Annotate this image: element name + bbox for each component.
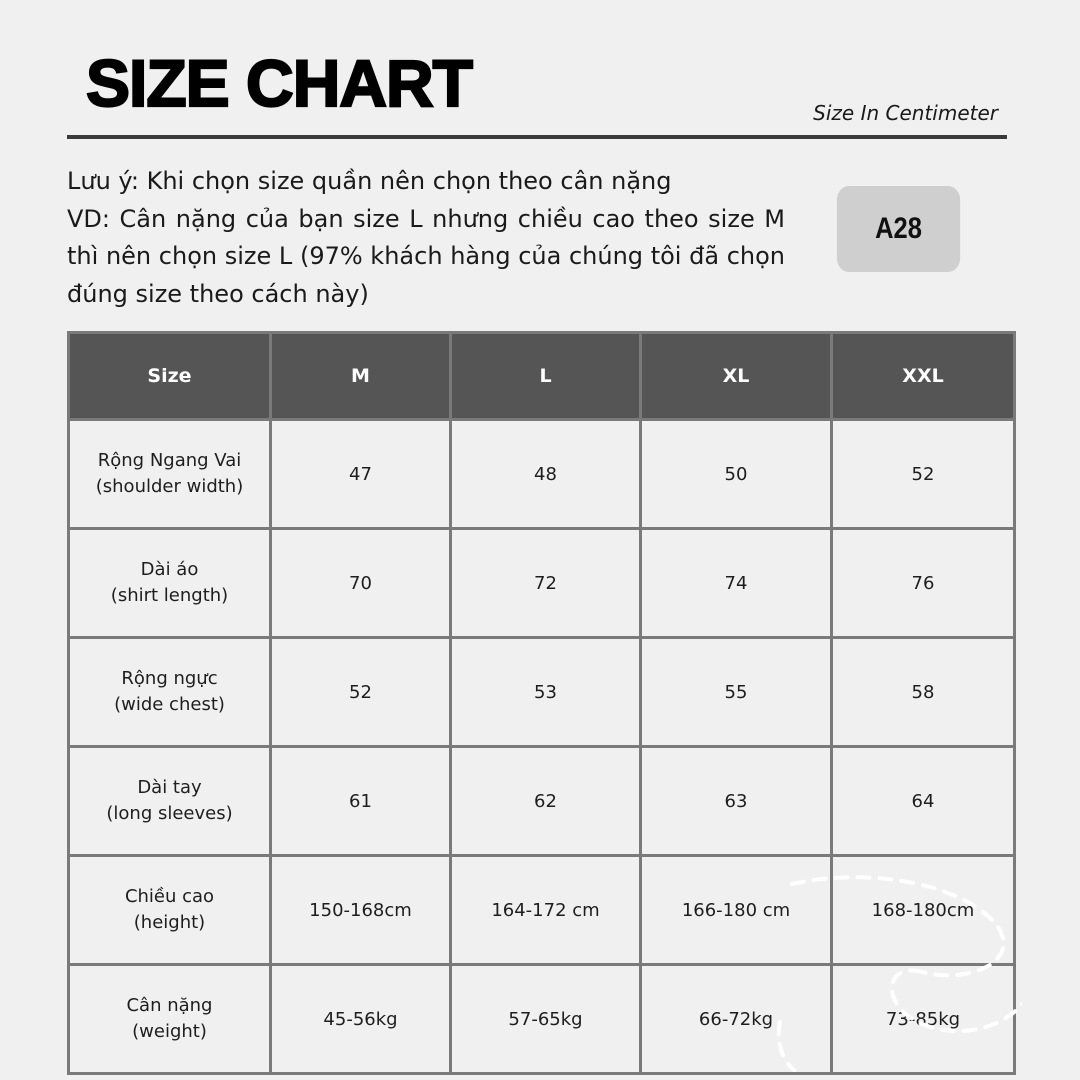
table-row — [69, 529, 1015, 638]
table-cell: 45-56kg — [271, 965, 451, 1074]
page-title: SIZE CHART — [86, 46, 472, 120]
table-cell: 76 — [832, 529, 1015, 638]
title-divider — [67, 135, 1007, 139]
row-label-en: (shoulder width) — [95, 476, 244, 497]
sizing-note-line-1: Lưu ý: Khi chọn size quần nên chọn theo cân nặng — [67, 167, 672, 195]
table-cell: 55 — [641, 638, 832, 747]
table-cell: 73-85kg — [832, 965, 1015, 1074]
table-cell: 47 — [271, 420, 451, 529]
table-cell: 52 — [832, 420, 1015, 529]
size-table — [67, 331, 1016, 1075]
row-label-vi: Dài áo — [140, 559, 199, 580]
table-row — [69, 420, 1015, 529]
table-cell: 58 — [832, 638, 1015, 747]
row-label-vi: Cân nặng — [126, 995, 213, 1016]
sizing-note — [67, 163, 785, 313]
table-cell: 53 — [451, 638, 641, 747]
row-label-vi: Rộng ngực — [121, 668, 218, 689]
product-code-badge: A28 — [837, 186, 960, 272]
header-cell-xl: XL — [641, 333, 832, 420]
table-row — [69, 747, 1015, 856]
table-cell: 74 — [641, 529, 832, 638]
table-cell: 64 — [832, 747, 1015, 856]
table-cell: 164-172 cm — [451, 856, 641, 965]
unit-note: Size In Centimeter — [813, 101, 998, 125]
header-cell-l: L — [451, 333, 641, 420]
table-cell: 63 — [641, 747, 832, 856]
table-cell: 61 — [271, 747, 451, 856]
row-label-en: (wide chest) — [114, 694, 225, 715]
table-cell: 57-65kg — [451, 965, 641, 1074]
table-header-row — [69, 333, 1015, 420]
header-cell-m: M — [271, 333, 451, 420]
table-cell: 150-168cm — [271, 856, 451, 965]
row-label-vi: Dài tay — [137, 777, 202, 798]
row-label — [69, 856, 271, 965]
table-row — [69, 638, 1015, 747]
row-label-en: (weight) — [132, 1021, 207, 1042]
header-cell-size: Size — [69, 333, 271, 420]
row-label — [69, 747, 271, 856]
table-cell: 50 — [641, 420, 832, 529]
row-label-en: (height) — [133, 912, 206, 933]
table-cell: 168-180cm — [832, 856, 1015, 965]
header-cell-xxl: XXL — [832, 333, 1015, 420]
table-cell: 48 — [451, 420, 641, 529]
row-label — [69, 529, 271, 638]
sizing-note-line-2: VD: Cân nặng của bạn size L nhưng chiều cao theo size M thì nên chọn size L (97% khách hàng của chúng tôi đã chọn đúng size theo cách này) — [67, 204, 785, 308]
table-cell: 70 — [271, 529, 451, 638]
table-cell: 52 — [271, 638, 451, 747]
table-row — [69, 856, 1015, 965]
table-cell: 72 — [451, 529, 641, 638]
table-row — [69, 965, 1015, 1074]
table-cell: 166-180 cm — [641, 856, 832, 965]
row-label-en: (long sleeves) — [106, 803, 233, 824]
row-label — [69, 420, 271, 529]
row-label-vi: Rộng Ngang Vai — [97, 450, 242, 471]
row-label-vi: Chiều cao — [124, 886, 215, 907]
row-label — [69, 638, 271, 747]
table-cell: 62 — [451, 747, 641, 856]
row-label — [69, 965, 271, 1074]
row-label-en: (shirt length) — [110, 585, 229, 606]
table-cell: 66-72kg — [641, 965, 832, 1074]
